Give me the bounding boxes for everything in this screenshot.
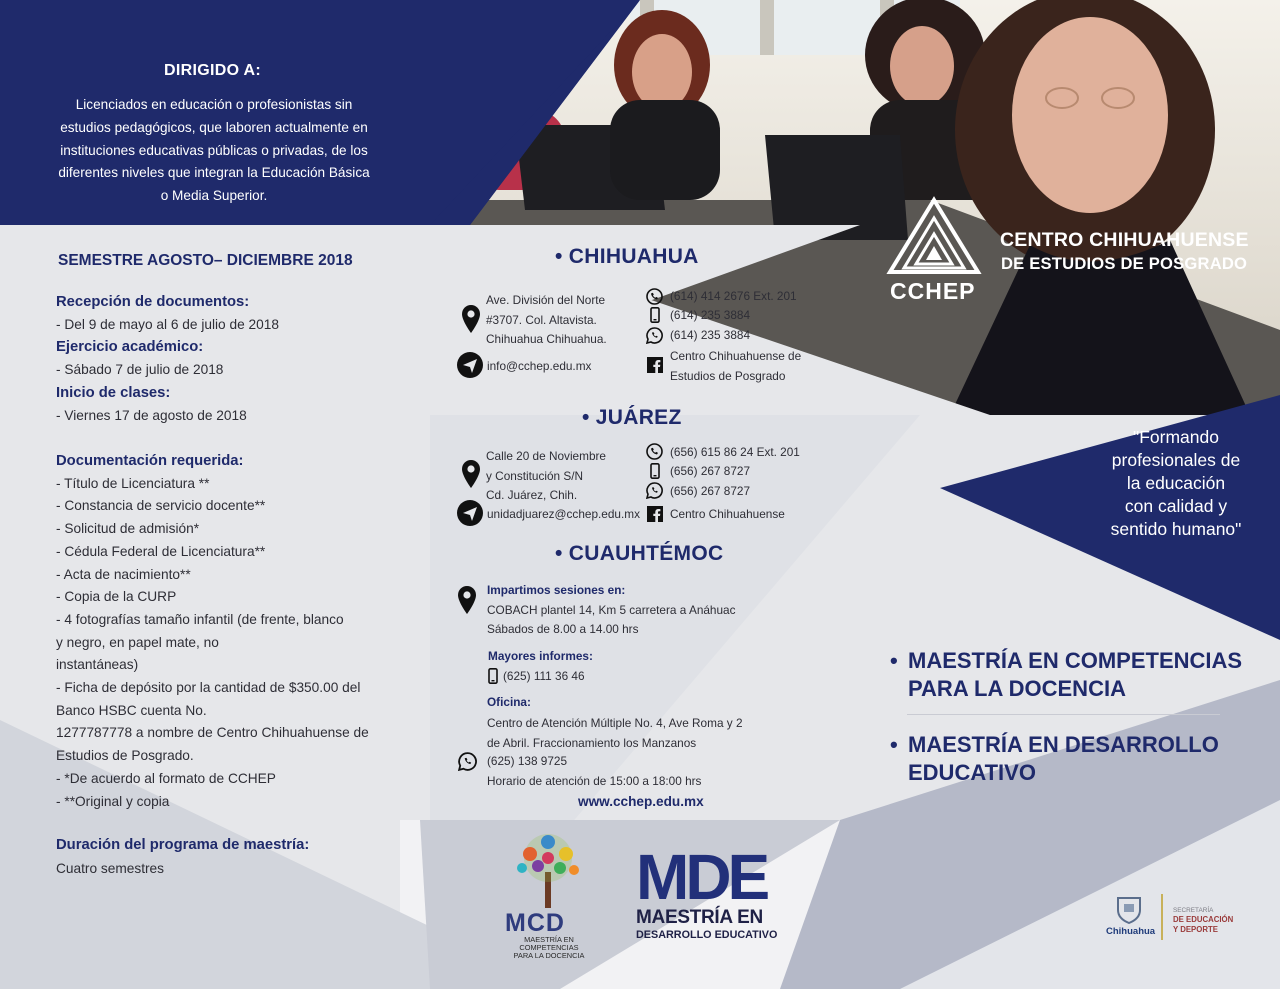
mobile-phone-icon: [650, 307, 660, 323]
duration-value: Cuatro semestres: [56, 861, 165, 876]
mayores-phone[interactable]: (625) 111 36 46: [503, 669, 585, 683]
ejercicio-value: - Sábado 7 de julio de 2018: [56, 362, 224, 378]
cchep-abbreviation: CCHEP: [890, 278, 976, 304]
semester-heading: SEMESTRE AGOSTO– DICIEMBRE 2018: [58, 252, 353, 269]
city-juarez: • JUÁREZ: [582, 406, 682, 429]
juarez-address: Calle 20 de Noviembre y Constitución S/N Cd. Juárez, Chih.: [486, 449, 606, 503]
doc-item: Banco HSBC cuenta No.: [56, 702, 207, 718]
program-mcd: • MAESTRÍA EN COMPETENCIAS PARA LA DOCENCIA: [890, 648, 1243, 701]
program-divider: [907, 714, 1220, 715]
chihuahua-phone[interactable]: (614) 414 2676 Ext. 201: [670, 289, 797, 303]
inicio-value: - Viernes 17 de agosto de 2018: [56, 407, 247, 423]
chihuahua-shield-icon: [1116, 896, 1142, 924]
cchep-triangle-logo: [886, 196, 982, 280]
juarez-email[interactable]: unidadjuarez@cchep.edu.mx: [487, 507, 640, 521]
duration-label: Duración del programa de maestría:: [56, 837, 310, 853]
doc-item: - 4 fotografías tamaño infantil (de frente, blanco: [56, 611, 344, 627]
oficina-label: Oficina:: [487, 695, 531, 709]
mobile-phone-icon: [650, 463, 660, 479]
doc-item: - Acta de nacimiento**: [56, 566, 191, 582]
juarez-whatsapp[interactable]: (656) 267 8727: [670, 484, 751, 498]
recepcion-value: - Del 9 de mayo al 6 de julio de 2018: [56, 316, 279, 332]
chihuahua-address: Ave. División del Norte #3707. Col. Altavista. Chihuahua Chihuahua.: [486, 293, 607, 347]
documentation-label: Documentación requerida:: [56, 453, 244, 469]
location-pin-icon: [461, 460, 481, 488]
brand-name-line2: DE ESTUDIOS DE POSGRADO: [1001, 254, 1248, 273]
duration-section: [56, 834, 309, 880]
location-pin-icon: [457, 586, 477, 614]
whatsapp-icon: [458, 752, 477, 771]
gov-state-name: Chihuahua: [1106, 926, 1156, 937]
city-chihuahua: • CHIHUAHUA: [555, 245, 699, 268]
documentation-section: [56, 450, 376, 813]
website-link[interactable]: www.cchep.edu.mx: [578, 794, 704, 809]
location-pin-icon: [461, 305, 481, 333]
chihuahua-email[interactable]: info@cchep.edu.mx: [487, 359, 592, 373]
brand-name-line1: CENTRO CHIHUAHUENSE: [1000, 229, 1249, 251]
oficina-horario: Horario de atención de 15:00 a 18:00 hrs: [487, 774, 702, 788]
chihuahua-whatsapp[interactable]: (614) 235 3884: [670, 328, 751, 342]
recepcion-label: Recepción de documentos:: [56, 294, 250, 310]
juarez-mobile[interactable]: (656) 267 8727: [670, 464, 751, 478]
whatsapp-icon: [646, 327, 663, 344]
slogan-quote: "Formando profesionales de la educación con calidad y sentido humano": [1110, 427, 1242, 539]
doc-item: - Título de Licenciatura **: [56, 475, 210, 491]
inicio-label: Inicio de clases:: [56, 384, 171, 401]
dirigido-title: DIRIGIDO A:: [164, 62, 261, 79]
juarez-facebook[interactable]: Centro Chihuahuense: [670, 507, 785, 521]
mobile-phone-icon: [488, 668, 498, 684]
mayores-label: Mayores informes:: [488, 649, 593, 663]
doc-item: - *De acuerdo al formato de CCHEP: [56, 770, 276, 786]
gov-department: SECRETARÍA DE EDUCACIÓN Y DEPORTE: [1173, 907, 1234, 934]
doc-item: - Constancia de servicio docente**: [56, 498, 266, 514]
doc-item: - Solicitud de admisión*: [56, 521, 200, 537]
city-cuauhtemoc: • CUAUHTÉMOC: [555, 542, 724, 565]
facebook-icon: [647, 506, 663, 522]
email-send-icon: [457, 500, 483, 526]
doc-item: Estudios de Posgrado.: [56, 748, 194, 764]
calendar-section: [56, 291, 279, 427]
gov-divider: [1161, 894, 1163, 940]
doc-item: - Copia de la CURP: [56, 589, 177, 605]
mde-subtitle-1: MAESTRÍA EN: [636, 907, 763, 928]
doc-item: - Ficha de depósito por la cantidad de $350.00 del: [56, 680, 361, 696]
oficina-address: Centro de Atención Múltiple No. 4, Ave Roma y 2 de Abril. Fraccionamiento los Manzanos: [487, 716, 743, 750]
doc-item: - Cédula Federal de Licenciatura**: [56, 543, 266, 559]
phone-icon: [646, 443, 663, 460]
dirigido-description: Licenciados en educación o profesionistas sin estudios pedagógicos, que laboren actualmente en instituciones educativas públicas o privadas, de los diferentes niveles que integran la Educación Básica o Media Superior.: [58, 97, 370, 204]
doc-item: - **Original y copia: [56, 793, 170, 809]
doc-item: y negro, en papel mate, no: [56, 634, 219, 650]
juarez-phone[interactable]: (656) 615 86 24 Ext. 201: [670, 445, 800, 459]
cuauhtemoc-sessions: Impartimos sesiones en: COBACH plantel 14, Km 5 carretera a Anáhuac Sábados de 8.00 a 14.00 hrs: [487, 583, 736, 637]
oficina-phone[interactable]: (625) 138 9725: [487, 754, 568, 768]
ejercicio-label: Ejercicio académico:: [56, 339, 204, 356]
phone-icon: [646, 288, 663, 305]
whatsapp-icon: [646, 482, 663, 499]
mcd-abbreviation: MCD: [505, 909, 565, 937]
mde-subtitle-2: DESARROLLO EDUCATIVO: [636, 929, 778, 941]
mcd-tree-logo: [508, 832, 588, 912]
doc-item: 1277787778 a nombre de Centro Chihuahuense de: [56, 725, 369, 741]
chihuahua-facebook[interactable]: Centro Chihuahuense de Estudios de Posgrado: [670, 349, 802, 383]
mcd-subtitle: MAESTRÍA EN COMPETENCIAS PARA LA DOCENCIA: [513, 935, 585, 960]
chihuahua-mobile[interactable]: (614) 235 3884: [670, 308, 751, 322]
program-mde: • MAESTRÍA EN DESARROLLO EDUCATIVO: [890, 732, 1219, 785]
email-send-icon: [457, 352, 483, 378]
doc-item: instantáneas): [56, 657, 139, 673]
facebook-icon: [647, 357, 663, 373]
mde-abbreviation: MDE: [636, 841, 767, 913]
